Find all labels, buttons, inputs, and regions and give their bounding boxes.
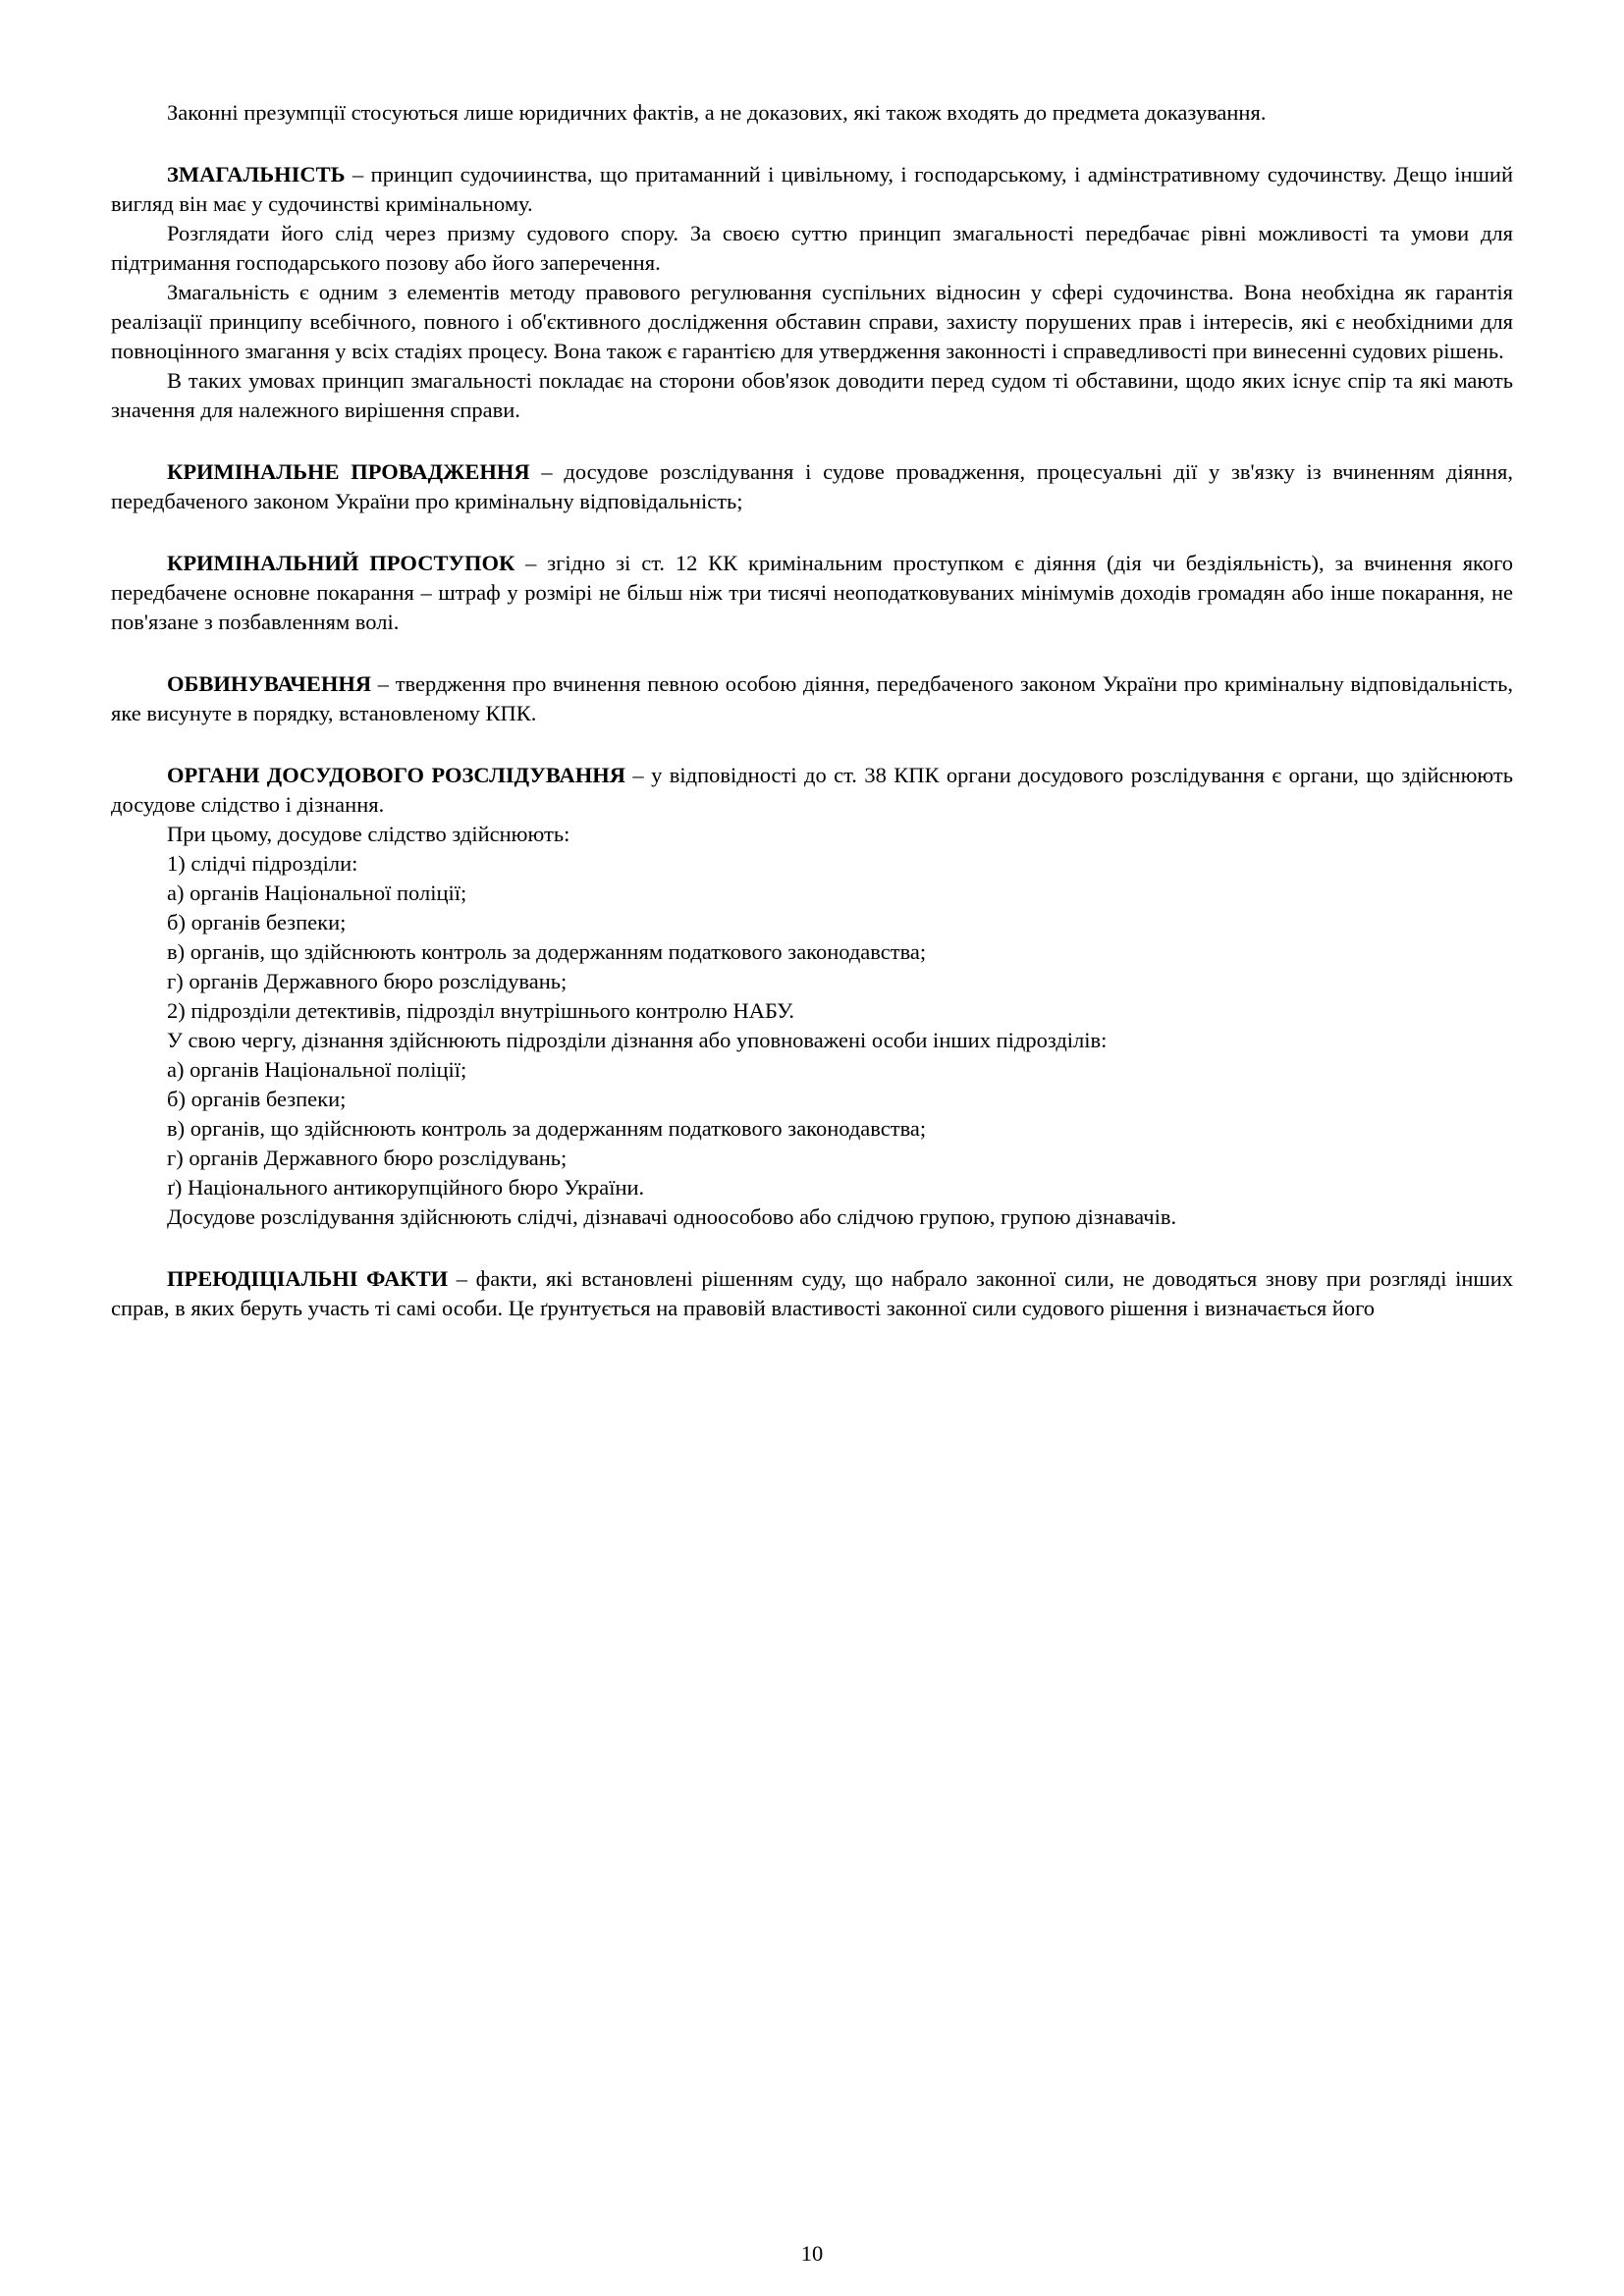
term-paragraph [111, 1264, 1513, 1323]
paragraph-text: г) органів Державного бюро розслідувань; [167, 969, 568, 993]
paragraph-text: в) органів, що здійснюють контроль за додержанням податкового законодавства; [167, 939, 927, 964]
paragraph [167, 1202, 1513, 1232]
paragraph-text: а) органів Національної поліції; [167, 881, 467, 905]
paragraph-text: – згідно зі ст. 12 КК кримінальним проступком є діяння (дія чи бездіяльність), за вчинення якого передбачене основне покарання – штраф у розмірі не більш ніж три тисячі неоподатковуваних мінімумів доходів громадян або інше покарання, не пов'язане з позбавленням волі. [111, 551, 1513, 634]
paragraph-text: Змагальність є одним з елементів методу правового регулювання суспільних відносин у сфері судочинства. Вона необхідна як гарантія реалізації принципу всебічного, повного і об'єктивного дослідження обставин справи, захисту порушених прав і інтересів, які є необхідними для повноцінного змагання у всіх стадіях процесу. Вона також є гарантією для утвердження законності і справедливості при винесенні судових рішень. [111, 280, 1513, 363]
paragraph-text: В таких умовах принцип змагальності покладає на сторони обов'язок доводити перед судом ті обставини, щодо яких існує спір та які мають значення для належного вирішення справи. [111, 368, 1513, 422]
paragraph [111, 849, 1513, 879]
paragraph-text: ґ) Національного антикорупційного бюро України. [167, 1175, 645, 1200]
paragraph-text: 2) підрозділи детективів, підрозділ внутрішнього контролю НАБУ. [167, 998, 794, 1023]
paragraph-text: Законні презумпції стосуються лише юридичних фактів, а не доказових, які також входять до предмета доказування. [167, 100, 1267, 125]
paragraph [111, 967, 1513, 996]
term-label: ЗМАГАЛЬНІСТЬ [167, 162, 346, 187]
paragraph-text: – факти, які встановлені рішенням суду, що набрало законної сили, не доводяться знову при розгляді інших справ, в яких беруть участь ті самі особи. Це ґрунтується на правовій властивості законної сили судового рішення і визначається його [111, 1266, 1514, 1320]
paragraph-text: – твердження про вчинення певною особою діяння, передбаченого законом України про кримінальну відповідальність, яке висунуте в порядку, встановленому КПК. [111, 671, 1513, 725]
paragraph-text: – принцип судочиинства, що притаманний і цивільному, і господарському, і адмінстративному судочинству. Дещо інший вигляд він має у судочинстві кримінальному. [111, 162, 1513, 216]
paragraph [111, 1173, 1513, 1202]
paragraph [111, 996, 1513, 1026]
paragraph-text: 1) слідчі підрозділи: [167, 851, 358, 876]
paragraph [111, 366, 1513, 425]
term-paragraph [111, 457, 1513, 516]
paragraph-text: У свою чергу, дізнання здійснюють підрозділи дізнання або уповноважені особи інших підрозділів: [167, 1028, 1108, 1052]
paragraph-text: г) органів Державного бюро розслідувань; [167, 1146, 568, 1170]
paragraph [111, 820, 1513, 849]
paragraph-text: б) органів безпеки; [167, 1087, 347, 1111]
paragraph [111, 1144, 1513, 1173]
paragraph-text: При цьому, досудове слідство здійснюють: [167, 822, 570, 846]
page-number: 10 [800, 2241, 824, 2266]
paragraph [111, 98, 1513, 128]
paragraph-text: – досудове розслідування і судове провадження, процесуальні дії у зв'язку із вчиненням діяння, передбаченого законом України про кримінальну відповідальність; [111, 459, 1514, 513]
paragraph [111, 908, 1513, 937]
paragraph [111, 1085, 1513, 1114]
term-label: ПРЕЮДІЦІАЛЬНІ ФАКТИ [167, 1266, 449, 1291]
term-label: ОБВИНУВАЧЕННЯ [167, 671, 372, 696]
term-paragraph [111, 549, 1513, 637]
paragraph-text: а) органів Національної поліції; [167, 1057, 467, 1082]
paragraph [111, 278, 1513, 366]
paragraph-text: Досудове розслідування здійснюють слідчі, дізнавачі одноособово або слідчою групою, групою дізнавачів. [167, 1204, 1177, 1229]
term-paragraph [111, 761, 1513, 820]
paragraph [111, 1026, 1513, 1055]
term-label: ОРГАНИ ДОСУДОВОГО РОЗСЛІДУВАННЯ [167, 763, 625, 787]
page-footer [0, 2239, 1624, 2269]
paragraph-text: Розглядати його слід через призму судового спору. За своєю суттю принцип змагальності передбачає рівні можливості та умови для підтримання господарського позову або його заперечення. [111, 221, 1513, 275]
paragraph-text: – у відповідності до ст. 38 КПК органи досудового розслідування є органи, що здійснюють досудове слідство і дізнання. [111, 763, 1514, 817]
term-paragraph [111, 160, 1513, 219]
paragraph-text: в) органів, що здійснюють контроль за додержанням податкового законодавства; [167, 1116, 927, 1141]
term-paragraph [111, 669, 1513, 728]
paragraph [111, 879, 1513, 908]
paragraph [111, 1114, 1513, 1144]
paragraph [111, 1055, 1513, 1085]
paragraph [111, 937, 1513, 967]
term-label: КРИМІНАЛЬНИЙ ПРОСТУПОК [167, 551, 515, 575]
term-label: КРИМІНАЛЬНЕ ПРОВАДЖЕННЯ [167, 459, 530, 484]
document-content [111, 98, 1513, 1323]
paragraph-text: б) органів безпеки; [167, 910, 347, 934]
paragraph [111, 219, 1513, 278]
